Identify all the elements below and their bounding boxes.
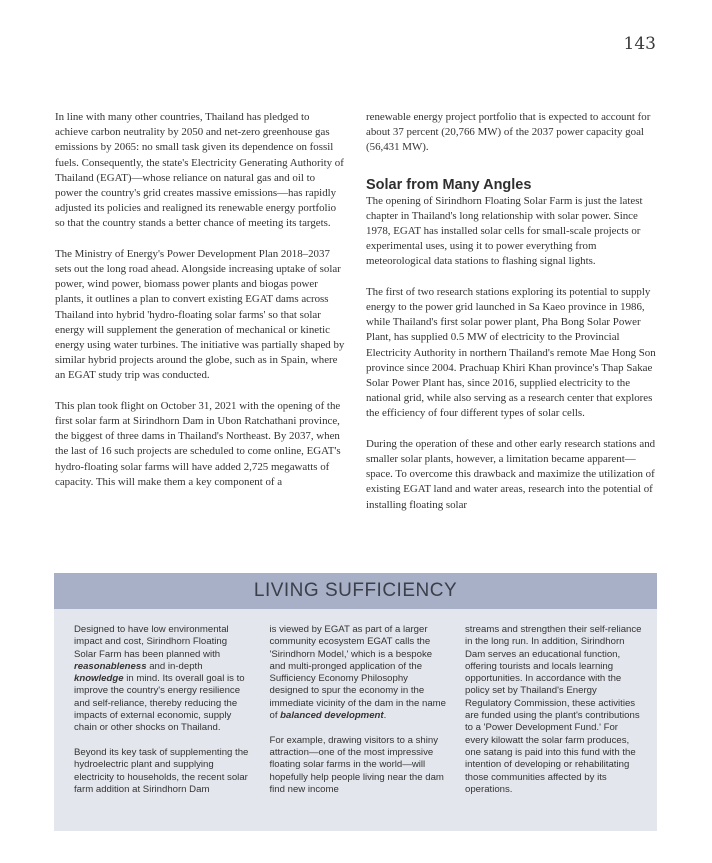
sidebar-paragraph: Designed to have low environmental impact and cost, Sirindhorn Floating Solar Farm has been planned with reasonableness and in-depth knowledge in mind. Its overall goal is to improve the country's energy resilience and self-reliance, thereby reducing the impacts of external economic, supply chain or other shocks on Thailand. (74, 624, 245, 734)
body-paragraph: During the operation of these and other early research stations and smaller solar plants, however, a limitation became apparent—space. To overcome this drawback and maximize the utilization of existing EGAT land and water areas, research into the potential of installing floating solar (366, 437, 656, 511)
body-paragraph: The Ministry of Energy's Power Development Plan 2018–2037 sets out the long road ahead. Alongside increasing uptake of solar power, wind power, biomass power plants and biogas power plants, it outlines a plan to convert existing EGAT dams across Thailand into hybrid 'hydro-floating solar farms' so that solar energy will supplement the generation of mechanical or kinetic energy using water turbines. The initiative was partially shaped by similar hybrid projects around the globe, such as in Spain, where an EGAT study trip was conducted. (55, 247, 345, 382)
sidebar-paragraph: streams and strengthen their self-reliance in the long run. In addition, Sirindhorn Dam serves an educational function, offering tourists and locals learning opportunities. In accordance with the policy set by Thailand's Energy Regulatory Commission, these activities are funded using the plant's contributions to a 'Power Development Fund.' For every kilowatt the solar farm produces, one satang is paid into this fund with the intention of developing or rehabilitating those communities affected by its operations. (465, 624, 642, 795)
sidebar-column-3 (465, 624, 643, 808)
sidebar-paragraph: For example, drawing visitors to a shiny attraction—one of the most impressive floating solar farms in the world—will hopefully help people living near the dam find new income (269, 734, 444, 795)
sidebar-paragraph: is viewed by EGAT as part of a larger community ecosystem EGAT calls the 'Sirindhorn Model,' which is a bespoke and multi-pronged application of the Sufficiency Economy Philosophy designed to spur the economy in the immediate vicinity of the dam in the name of balanced development. (269, 624, 447, 722)
emphasis: knowledge (74, 673, 124, 685)
sidebar-column-1 (74, 624, 252, 808)
body-paragraph: This plan took flight on October 31, 2021 with the opening of the first solar farm at Sirindhorn Dam in Ubon Ratchathani province, the biggest of three dams in Thailand's Northeast. By 2037, when the last of 16 such projects are scheduled to come online, EGAT's hydro-floating solar farms will have added 2,725 megawatts of capacity. This will make them a key component of a (55, 399, 341, 488)
living-sufficiency-sidebar (54, 573, 657, 831)
left-column (55, 110, 345, 505)
body-paragraph: In line with many other countries, Thailand has pledged to achieve carbon neutrality by 2050 and net-zero greenhouse gas emissions by 2065: no small task given its dependence on fossil fuels. Consequently, the state's Electricity Generating Authority of Thailand (EGAT)—whose reliance on natural gas and oil to power the country's grid creates massive emissions—has rapidly adjusted its policies and realigned its renewable energy portfolio so that the country stands a better chance of meeting its targets. (55, 111, 344, 230)
sidebar-title: LIVING SUFFICIENCY (253, 580, 458, 601)
emphasis: balanced development (280, 710, 384, 722)
sidebar-column-2 (270, 624, 448, 808)
section-heading: Solar from Many Angles (366, 176, 532, 193)
sidebar-header (54, 573, 657, 609)
sidebar-paragraph: Beyond its key task of supplementing the hydroelectric plant and supplying electricity to households, the recent solar farm addition at Sirindhorn Dam (74, 746, 249, 795)
body-paragraph: The first of two research stations exploring its potential to supply energy to the power grid launched in Sa Kaeo province in 1986, while Thailand's first solar power plant, Pha Bong Solar Power Plant, has supplied 0.5 MW of electricity to the Provincial Electricity Authority in northern Thailand's remote Mae Hong Son province since 2004. Prachuap Khiri Khan province's Thap Sakae Solar Power Plant has, since 2016, supplied electricity to the national grid, while also serving as a research center that explores the efficiency of four different types of solar cells. (366, 285, 656, 420)
emphasis: reasonableness (74, 660, 147, 672)
page-number: 143 (623, 34, 656, 54)
body-paragraph: The opening of Sirindhorn Floating Solar Farm is just the latest chapter in Thailand's long relationship with solar power. Since 1978, EGAT has installed solar cells for small-scale projects or experimental uses, using it to power everything from meteorological data stations to flashing signal lights. (366, 194, 643, 268)
body-paragraph: renewable energy project portfolio that is expected to account for about 37 percent (20,766 MW) of the 2037 power capacity goal (56,431 MW). (366, 111, 651, 154)
right-column (366, 110, 662, 528)
sidebar-columns (74, 624, 643, 808)
